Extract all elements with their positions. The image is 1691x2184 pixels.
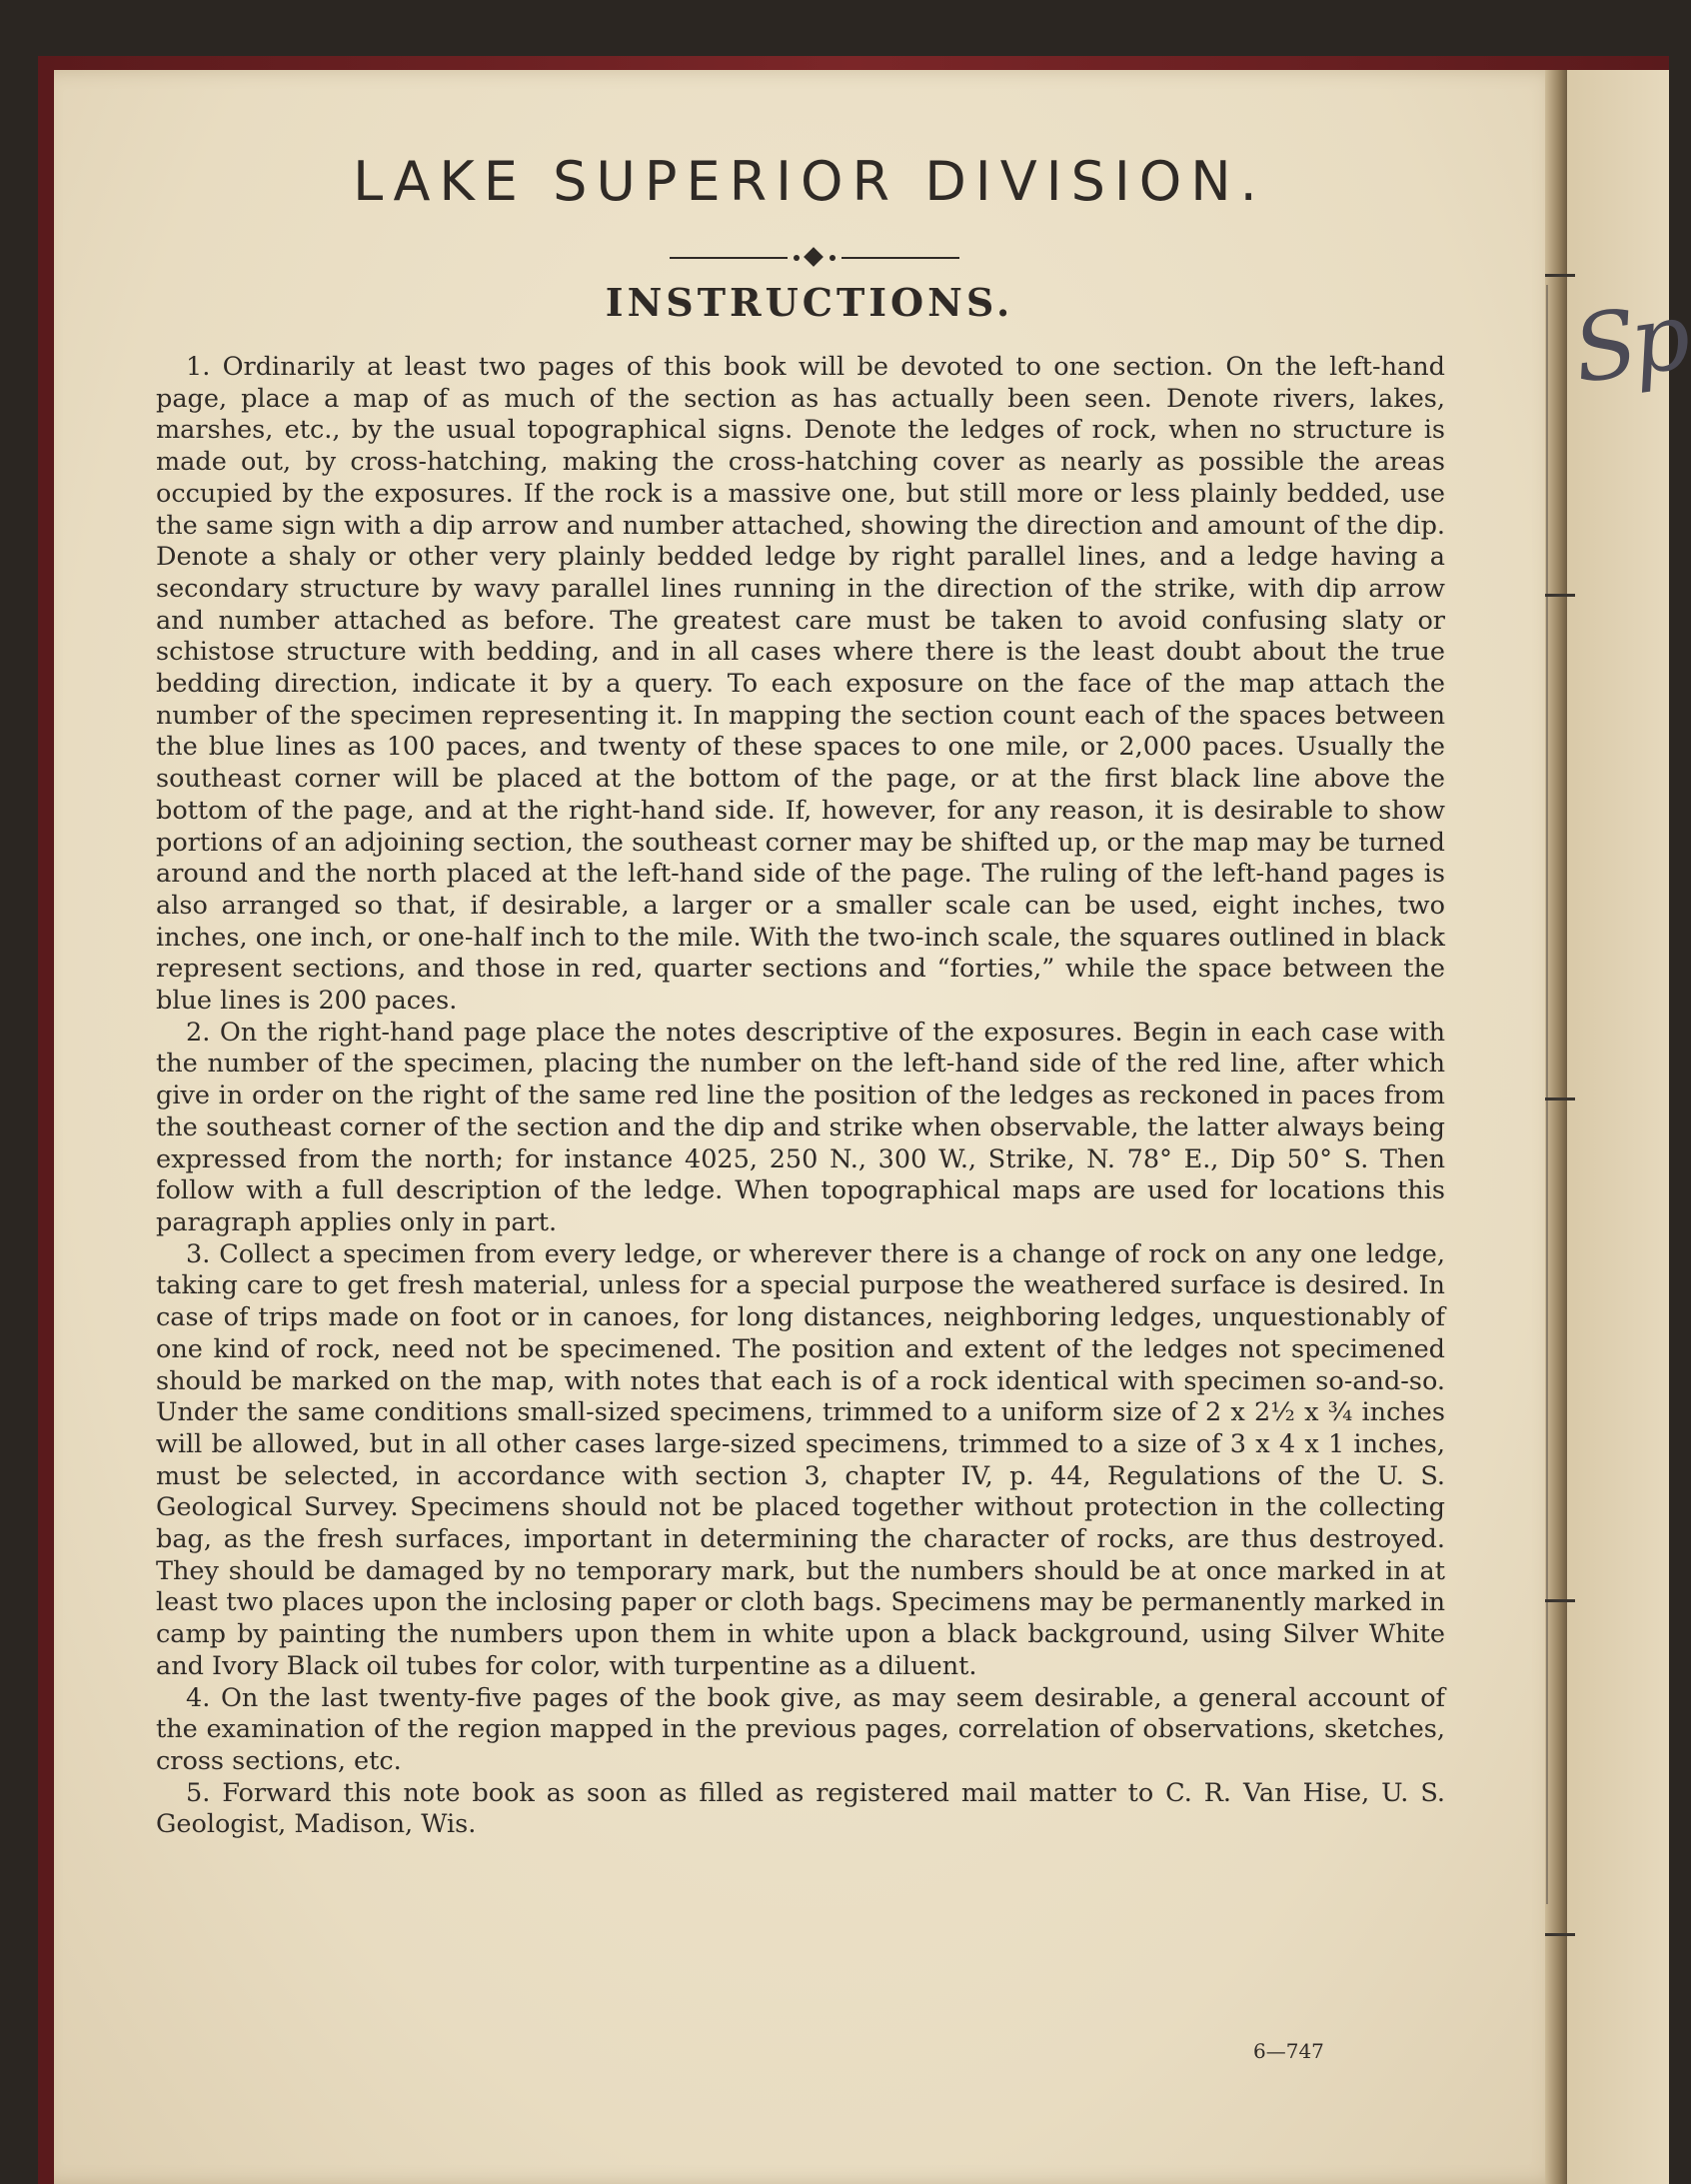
right-page-rule xyxy=(1545,1933,1575,1936)
instructions-body xyxy=(156,352,1445,1841)
right-page-rule xyxy=(1545,1599,1575,1602)
right-page-rule xyxy=(1545,274,1575,277)
section-heading: INSTRUCTIONS. xyxy=(605,280,1014,325)
page-title: LAKE SUPERIOR DIVISION. xyxy=(353,150,1266,213)
right-page-margin-line xyxy=(1546,285,1548,1904)
handwritten-note: Sp xyxy=(1567,282,1691,405)
book-gutter xyxy=(1545,70,1567,2184)
ornament-divider xyxy=(670,248,959,268)
instruction-paragraph-1: 1. Ordinarily at least two pages of this book will be devoted to one section. On the left-hand page, place a map of as much of the section as has actually been seen. Denote rivers, lakes, marshes, etc., by the usual topographical signs. Denote the ledges of rock, when no structure is made out, by cross-hatching, making the cross-hatching cover as nearly as possible the areas occupied by the exposures. If the rock is a massive one, but still more or less plainly bedded, use the same sign with a dip arrow and number attached, showing the direction and amount of the dip. Denote a shaly or other very plainly bedded ledge by right parallel lines, and a ledge having a secondary structure by wavy parallel lines running in the direction of the strike, with dip arrow and number attached as before. The greatest care must be taken to avoid confusing slaty or schistose structure with bedding, and in all cases where there is the least doubt about the true bedding direction, indicate it by a query. To each exposure on the face of the map attach the number of the specimen representing it. In mapping the section count each of the spaces between the blue lines as 100 paces, and twenty of these spaces to one mile, or 2,000 paces. Usually the southeast corner will be placed at the bottom of the page, or at the first black line above the bottom of the page, and at the right-hand side. If, however, for any reason, it is desirable to show portions of an adjoining section, the southeast corner may be shifted up, or the map may be turned around and the north placed at the left-hand side of the page. The ruling of the left-hand pages is also arranged so that, if desirable, a larger or a smaller scale can be used, eight inches, two inches, one inch, or one-half inch to the mile. With the two-inch scale, the squares outlined in black represent sections, and those in red, quarter sections and “forties,” while the space between the blue lines is 200 paces. xyxy=(156,352,1445,1017)
page-number: 6—747 xyxy=(1253,2039,1324,2063)
right-page-rule xyxy=(1545,1097,1575,1100)
instruction-paragraph-3: 3. Collect a specimen from every ledge, or wherever there is a change of rock on any one ledge, taking care to get fresh material, unless for a special purpose the weathered surface is desired. In case of trips made on foot or in canoes, for long distances, neighboring ledges, unquestionably of one kind of rock, need not be specimened. The position and extent of the ledges not specimened should be marked on the map, with notes that each is of a rock identical with specimen so-and-so. Under the same conditions small-sized specimens, trimmed to a uniform size of 2 x 2½ x ¾ inches will be allowed, but in all other cases large-sized specimens, trimmed to a size of 3 x 4 x 1 inches, must be selected, in accordance with section 3, chapter IV, p. 44, Regulations of the U. S. Geological Survey. Specimens should not be placed together without protection in the collecting bag, as the fresh surfaces, important in determining the character of rocks, are thus destroyed. They should be damaged by no temporary mark, but the numbers should be at once marked in at least two places upon the inclosing paper or cloth bags. Specimens may be permanently marked in camp by painting the numbers upon them in white upon a black background, using Silver White and Ivory Black oil tubes for color, with turpentine as a diluent. xyxy=(156,1238,1445,1681)
instruction-paragraph-2: 2. On the right-hand page place the notes descriptive of the exposures. Begin in each case with the number of the specimen, placing the number on the left-hand side of the red line, after which give in order on the right of the same red line the position of the ledges as reckoned in paces from the southeast corner of the section and the dip and strike when observable, the latter always being expressed from the north; for instance 4025, 250 N., 300 W., Strike, N. 78° E., Dip 50° S. Then follow with a full description of the ledge. When topographical maps are used for locations this paragraph applies only in part. xyxy=(156,1017,1445,1237)
instruction-paragraph-5: 5. Forward this note book as soon as filled as registered mail matter to C. R. Van Hise, U. S. Geologist, Madison, Wis. xyxy=(156,1777,1445,1840)
right-page-rule xyxy=(1545,594,1575,597)
instruction-paragraph-4: 4. On the last twenty-five pages of the book give, as may seem desirable, a general account of the examination of the region mapped in the previous pages, correlation of observations, sketches, cross sections, etc. xyxy=(156,1682,1445,1776)
